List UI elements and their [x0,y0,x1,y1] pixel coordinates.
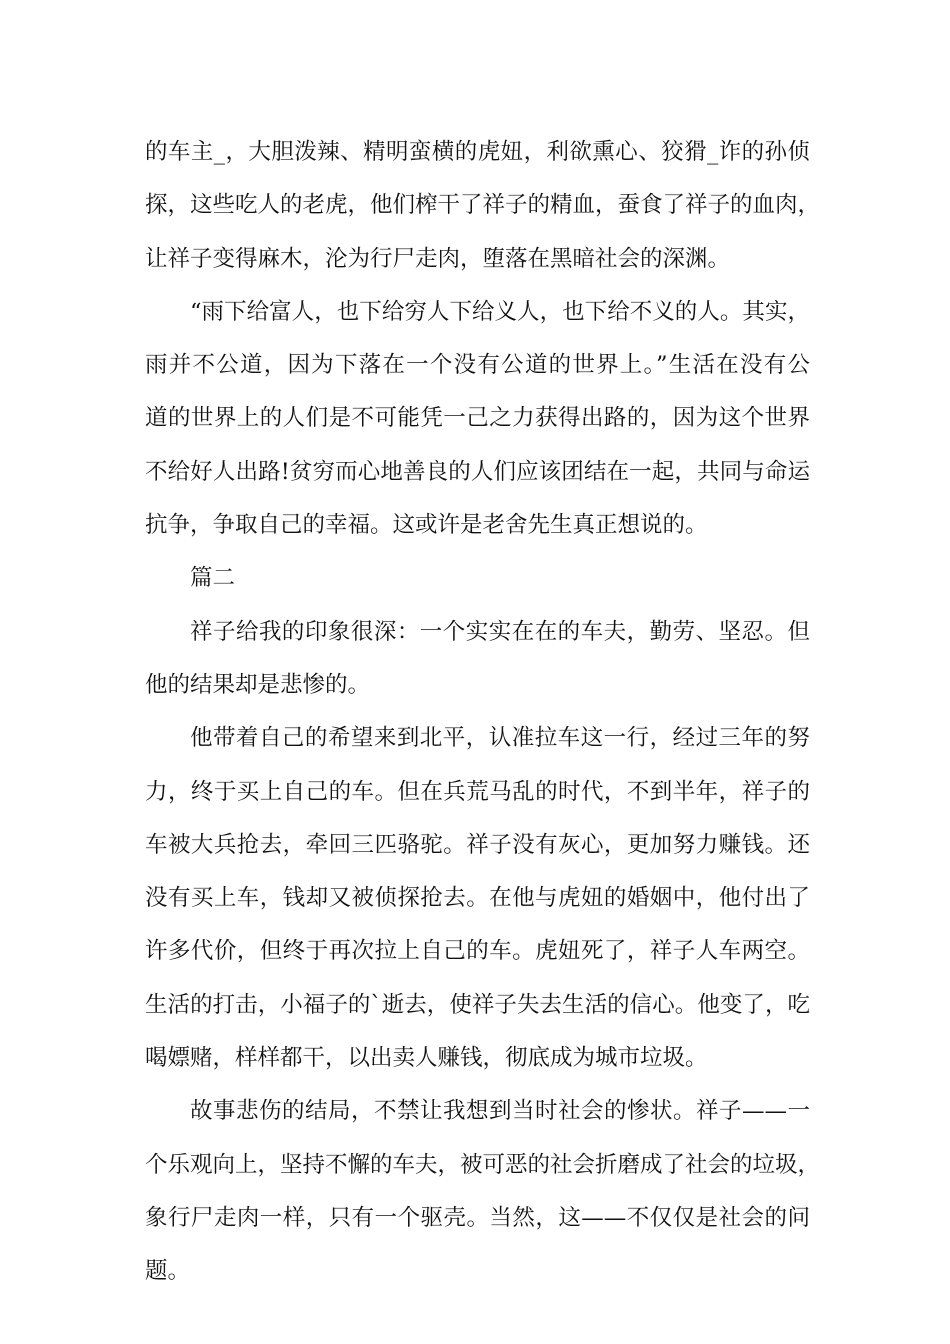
text-line: 祥子给我的印象很深：一个实实在在的车夫，勤劳、坚忍。但 [190,618,810,645]
text-line: 题。 [145,1258,191,1285]
text-line: 许多代价，但终于再次拉上自己的车。虎妞死了，祥子人车两空。 [145,938,810,965]
text-line: 力，终于买上自己的车。但在兵荒马乱的时代，不到半年，祥子的 [145,778,810,805]
text-line: 道的世界上的人们是不可能凭一己之力获得出路的，因为这个世界 [145,405,810,432]
text-line: 喝嫖赌，样样都干，以出卖人赚钱，彻底成为城市垃圾。 [145,1045,708,1072]
text-line: 的车主_，大胆泼辣、精明蛮横的虎妞，利欲熏心、狡猾_诈的孙侦 [145,139,810,165]
text-line: 没有买上车，钱却又被侦探抢去。在他与虎妞的婚姻中，他付出了 [145,885,810,912]
text-line: 象行尸走肉一样，只有一个驱壳。当然，这——不仅仅是社会的问 [145,1204,810,1231]
text-line: 他的结果却是悲惨的。 [145,671,371,698]
text-line: 不给好人出路!贫穷而心地善良的人们应该团结在一起，共同与命运 [145,458,810,485]
text-line: 车被大兵抢去，牵回三匹骆驼。祥子没有灰心，更加努力赚钱。还 [145,831,810,858]
text-line: 抗争，争取自己的幸福。这或许是老舍先生真正想说的。 [145,512,708,539]
text-line: 让祥子变得麻木，沦为行尸走肉，堕落在黑暗社会的深渊。 [145,245,731,272]
text-line: 生活的打击，小福子的`逝去，使祥子失去生活的信心。他变了，吃 [145,991,810,1018]
text-line: 雨并不公道，因为下落在一个没有公道的世界上。”生活在没有公 [145,352,810,379]
text-line: 探，这些吃人的老虎，他们榨干了祥子的精血，蚕食了祥子的血肉， [145,192,821,219]
text-line: 他带着自己的希望来到北平，认准拉车这一行，经过三年的努 [190,725,810,752]
body-text [145,126,821,1299]
section-heading: 篇二 [190,565,236,592]
text-line: 个乐观向上，坚持不懈的车夫，被可恶的社会折磨成了社会的垃圾， [145,1151,821,1178]
text-line: 故事悲伤的结局，不禁让我想到当时社会的惨状。祥子——一 [190,1098,810,1125]
text-line: “雨下给富人，也下给穷人下给义人，也下给不义的人。其实， [190,298,810,325]
